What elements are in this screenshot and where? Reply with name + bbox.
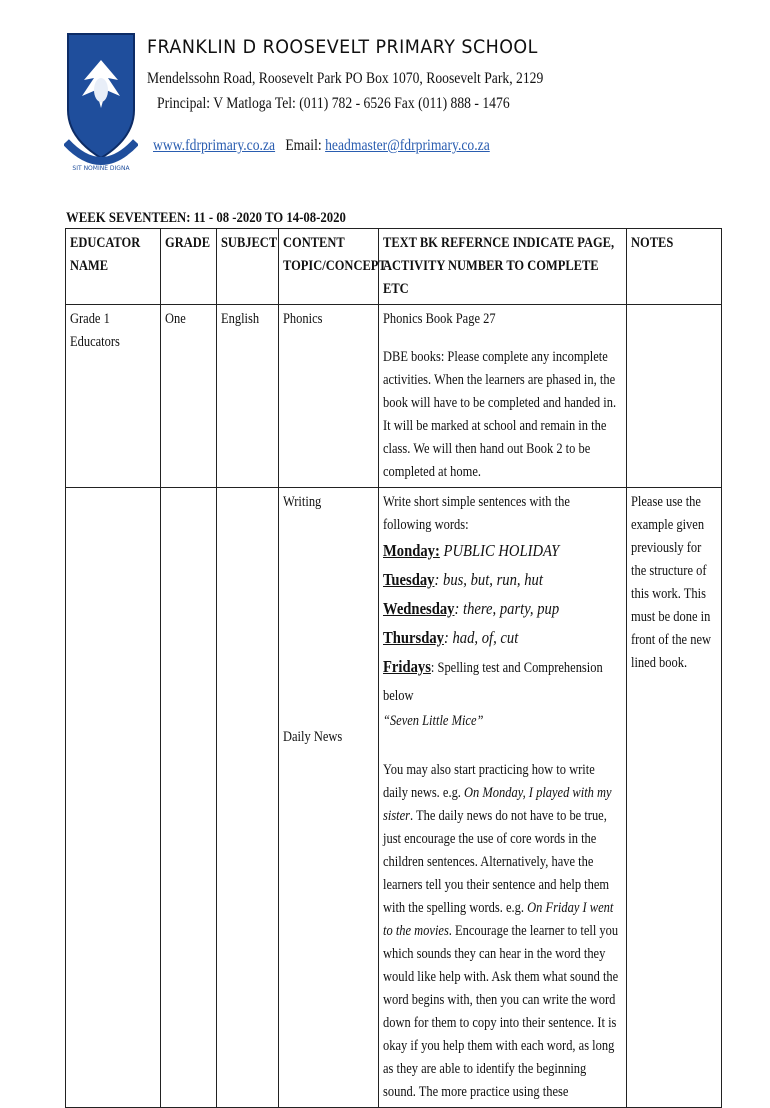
day-thursday: Thursday: had, of, cut [383, 628, 519, 647]
table-row [66, 305, 722, 488]
dbe-books-note: DBE books: Please complete any incomplete activities. When the learners are phased in, the book will have to be completed and handed in. It will be marked at school and remain in the class. We will then hand out Book 2 to be completed at home. [383, 349, 617, 480]
email-label: Email: [285, 137, 322, 154]
principal-contact: Principal: V Matloga Tel: (011) 782 - 6526 Fax (011) 888 - 1476 [157, 95, 510, 112]
table-row [66, 488, 722, 1108]
cell-grade: One [161, 305, 217, 488]
phonics-book-ref: Phonics Book Page 27 [383, 311, 496, 327]
cell-educator: Grade 1 Educators [66, 305, 161, 488]
website-link[interactable]: www.fdrprimary.co.za [153, 137, 276, 154]
day-fridays: Fridays: Spelling test and Comprehension below [383, 657, 603, 704]
school-address: Mendelssohn Road, Roosevelt Park PO Box 1070, Roosevelt Park, 2129 [147, 70, 544, 87]
cell-textbook-writing [379, 488, 627, 1108]
story-title: “Seven Little Mice” [383, 713, 484, 729]
content-writing: Writing [283, 494, 322, 510]
day-monday: Monday: PUBLIC HOLIDAY [383, 541, 560, 560]
day-wednesday: Wednesday: there, party, pup [383, 599, 560, 618]
lesson-plan-table [65, 228, 722, 1108]
table-header-row [66, 229, 722, 305]
school-crest-logo [64, 30, 138, 180]
week-title: WEEK SEVENTEEN: 11 - 08 -2020 TO 14-08-2020 [66, 210, 346, 226]
content-daily-news: Daily News [283, 729, 343, 745]
header-content: CONTENT TOPIC/CONCEPT [279, 229, 379, 305]
cell-notes-writing: Please use the example given previously for the structure of this work. This must be done in front of the new lined book. [627, 488, 722, 1108]
day-tuesday: Tuesday: bus, but, run, hut [383, 570, 543, 589]
contact-links [153, 137, 490, 155]
cell-notes-empty [627, 305, 722, 488]
daily-news-text: You may also start practicing how to write daily news. e.g. On Monday, I played with my sister. The daily news do not have to be true, just encourage the use of core words in the children sentences. Alternatively, have the learners tell you their sentence and help them with the spelling words. e.g. On Friday I went to the movies. Encourage the learner to tell you which sounds they can hear in the word they would like help with. Ask them what sound the word begins with, then you can write the word down for them to copy into their sentence. It is okay if you help them with each word, as long as they are able to identify the beginning sound. The more practice using these [383, 762, 619, 1100]
cell-textbook-phonics [379, 305, 627, 488]
email-link[interactable]: headmaster@fdrprimary.co.za [325, 137, 490, 154]
cell-content-writing [279, 488, 379, 1108]
crest-motto: SIT NOMINE DIGNA [72, 165, 130, 172]
header-grade: GRADE [161, 229, 217, 305]
writing-intro: Write short simple sentences with the following words: [383, 494, 570, 533]
header-textbook: TEXT BK REFERNCE INDICATE PAGE, ACTIVITY NUMBER TO COMPLETE ETC [379, 229, 627, 305]
header-subject: SUBJECT [217, 229, 279, 305]
header-educator: EDUCATOR NAME [66, 229, 161, 305]
header-notes: NOTES [627, 229, 722, 305]
cell-content-phonics: Phonics [279, 305, 379, 488]
cell-subject: English [217, 305, 279, 488]
school-name: FRANKLIN D ROOSEVELT PRIMARY SCHOOL [147, 36, 538, 58]
